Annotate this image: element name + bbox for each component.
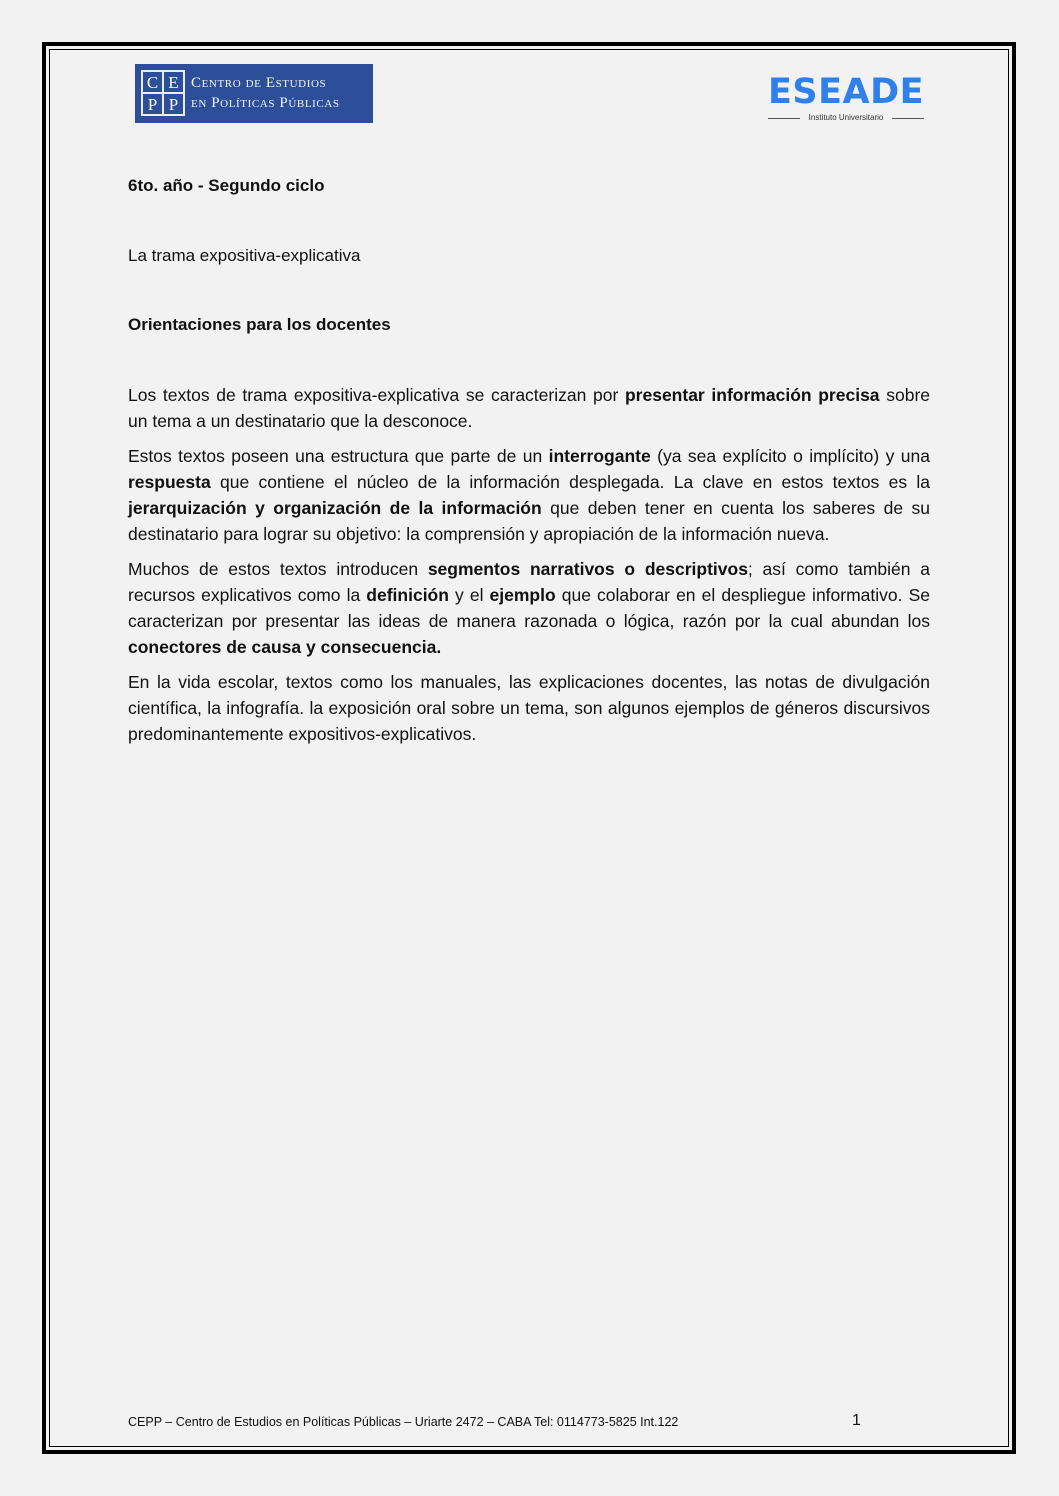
bold-phrase: definición	[366, 585, 449, 605]
eseade-logo-subtitle-row	[768, 112, 924, 124]
cepp-logo-text	[191, 73, 340, 113]
text-run: (ya sea explícito o implícito) y una	[650, 446, 930, 466]
cepp-logo-line1: Centro de Estudios	[191, 75, 327, 91]
body-text	[128, 382, 930, 756]
bold-phrase: interrogante	[548, 446, 651, 466]
text-run: sobre un tema a un destinatario que la desconoce.	[128, 385, 931, 431]
cepp-letter: C	[142, 71, 163, 93]
bold-phrase: presentar información precisa	[624, 385, 880, 405]
text-run: y el	[448, 585, 490, 605]
cepp-letter: P	[142, 93, 163, 115]
paragraph	[128, 382, 930, 434]
text-run: ; así como también a recursos explicativos como la	[128, 559, 930, 605]
paragraph	[128, 556, 930, 660]
cepp-letter: P	[163, 93, 184, 115]
text-run: que deben tener en cuenta los saberes de su destinatario para lograr su objetivo: la comprensión y apropiación de la información nueva.	[128, 498, 930, 544]
footer-text: CEPP – Centro de Estudios en Políticas Públicas – Uriarte 2472 – CABA Tel: 0114773-5825 Int.122	[128, 1415, 679, 1429]
text-run: Los textos de trama expositiva-explicativa se caracterizan por	[128, 385, 625, 405]
cepp-logo-line2: en Políticas Públicas	[191, 95, 340, 111]
bold-phrase: segmentos narrativos o descriptivos	[427, 559, 748, 579]
bold-phrase: ejemplo	[489, 585, 556, 605]
text-run: que colaborar en el despliegue informativo. Se caracterizan por presentar las ideas de manera razonada o lógica, razón por la cual abundan los	[128, 585, 930, 631]
section-title: Orientaciones para los docentes	[128, 315, 391, 334]
text-run: Estos textos poseen una estructura que parte de un	[128, 446, 549, 466]
paragraph	[128, 443, 930, 547]
cepp-monogram	[141, 70, 185, 116]
topic-heading: La trama expositiva-explicativa	[128, 246, 361, 265]
eseade-logo-subtitle: Instituto Universitario	[808, 113, 884, 122]
eseade-rule-left	[768, 118, 800, 119]
text-run: que contiene el núcleo de la información desplegada. La clave en estos textos es la	[210, 472, 930, 492]
eseade-logo	[766, 72, 926, 126]
page-number: 1	[852, 1412, 861, 1429]
eseade-logo-name: ESEADE	[767, 72, 925, 112]
bold-phrase: respuesta	[128, 472, 211, 492]
cepp-letter: E	[163, 71, 184, 93]
eseade-rule-right	[892, 118, 924, 119]
text-run: Muchos de estos textos introducen	[128, 559, 428, 579]
grade-heading: 6to. año - Segundo ciclo	[128, 176, 325, 195]
text-run: En la vida escolar, textos como los manuales, las explicaciones docentes, las notas de divulgación científica, la infografía. la exposición oral sobre un tema, son algunos ejemplos de géneros discursivos predominantemente expositivos-explicativos.	[128, 672, 930, 744]
bold-phrase: jerarquización y organización de la información	[128, 498, 542, 518]
paragraph	[128, 669, 930, 747]
cepp-logo	[135, 64, 373, 123]
bold-phrase: conectores de causa y consecuencia.	[128, 637, 442, 657]
